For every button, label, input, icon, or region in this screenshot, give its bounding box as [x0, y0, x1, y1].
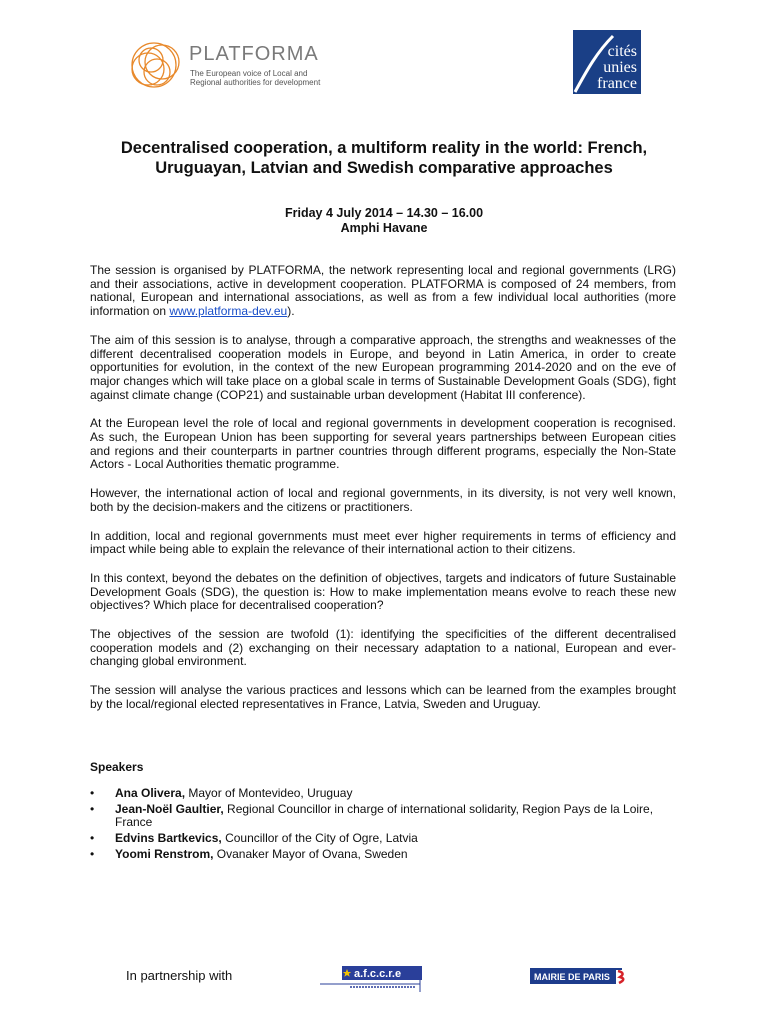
bullet-icon: • [90, 831, 95, 846]
speaker-role: Mayor of Montevideo, Uruguay [185, 786, 353, 800]
paragraph-organiser [90, 264, 676, 319]
speakers-list [90, 787, 680, 864]
speaker-name: Edvins Bartkevics, [115, 831, 222, 846]
speaker-item [90, 803, 680, 830]
afccre-logo [320, 964, 444, 994]
mairie-de-paris-graphic [530, 967, 630, 985]
bullet-icon: • [90, 786, 95, 800]
afccre-wordmark: a.f.c.c.r.e [354, 968, 402, 980]
platforma-logo [124, 36, 324, 94]
paris-wordmark: MAIRIE DE PARIS [534, 972, 610, 982]
speaker-role: Councillor of the City of Ogre, Latvia [221, 831, 418, 846]
document-header [0, 0, 768, 110]
platforma-tagline-line2: Regional authorities for development [190, 78, 321, 87]
bullet-icon: • [90, 846, 95, 861]
paragraph-diversity: However, the international action of local and regional governments, in its diversity, is not very well known, both by the decision-makers and the citizens or practitioners. [90, 486, 676, 514]
session-date-time: Friday 4 July 2014 – 14.30 – 16.00 [284, 206, 484, 220]
speaker-item [90, 848, 680, 862]
platforma-tagline-line1: The European voice of Local and [190, 69, 308, 78]
mairie-de-paris-logo [530, 967, 630, 985]
cites-unies-france-logo [573, 30, 641, 94]
platforma-circles-icon [124, 36, 186, 94]
afccre-logo-graphic [320, 964, 444, 994]
partnership-label: In partnership with [126, 968, 233, 983]
cites-line1: cités [607, 43, 637, 60]
paragraph-requirements: In addition, local and regional governments must meet ever higher requirements in terms of efficiency and impact while being able to explain the relevance of their international action to their citizens. [90, 528, 676, 557]
speaker-name: Jean-Noël Gaultier, [115, 801, 224, 816]
speaker-name: Ana Olivera, [115, 786, 186, 800]
speaker-name: Yoomi Renstrom, [115, 846, 214, 861]
paragraph-objectives: The objectives of the session are twofold (1): identifying the specificities of the different decentralised cooperation models and (2) exchanging on their necessary adaptation to a national, European and ever-changing global environment. [90, 627, 676, 669]
document-body [90, 264, 676, 727]
platforma-tagline [190, 69, 340, 87]
paragraph-organiser-text: The session is organised by PLATFORMA, the network representing local and regional governments (LRG) and their associations, active in development cooperation. PLATFORMA is composed of 24 members, from national, European and international associations, as well as from a few individual local authorities (more information on [90, 263, 676, 319]
paragraph-organiser-tail: ). [287, 304, 295, 319]
session-info [80, 206, 688, 236]
platforma-website-link[interactable]: www.platforma-dev.eu [169, 304, 288, 319]
speaker-role: Regional Councillor in charge of international solidarity, Region Pays de la Loire, France [115, 801, 654, 830]
cites-line3: france [597, 75, 637, 92]
speaker-role: Ovanaker Mayor of Ovana, Sweden [213, 846, 408, 861]
speaker-item [90, 787, 680, 801]
bullet-icon: • [90, 801, 95, 816]
document-title: Decentralised cooperation, a multiform reality in the world: French, Uruguayan, Latvian and Swedish comparative approaches [120, 139, 648, 177]
cites-line2: unies [603, 59, 637, 76]
paragraph-analysis: The session will analyse the various practices and lessons which can be learned from the examples brought by the local/regional elected representatives in France, Latvia, Sweden and Uruguay. [90, 683, 676, 711]
speakers-heading: Speakers [90, 760, 144, 774]
paragraph-european-level: At the European level the role of local and regional governments in development cooperation is recognised. As such, the European Union has been supporting for several years partnerships between European cities and regions and their counterparts in partner countries through different programs, especially the Non-State Actors - Local Authorities thematic programme. [90, 416, 676, 472]
paragraph-aim: The aim of this session is to analyse, through a comparative approach, the strengths and weaknesses of the different decentralised cooperation models in Europe, and beyond in Latin America, in order to create opportunities for evolution, in the context of the new European programming 2014-2020 and on the eve of major changes which will take place on a global scale in terms of Sustainable Development Goals (SDG), fight against climate change (COP21) and sustainable urban development (Habitat III conference). [90, 332, 676, 402]
session-venue: Amphi Havane [340, 221, 428, 235]
speaker-item [90, 832, 680, 846]
paragraph-context: In this context, beyond the debates on the definition of objectives, targets and indicators of future Sustainable Development Goals (SDG), the question is: How to make implementation means evolve to reach these new objectives? Which place for decentralised cooperation? [90, 570, 676, 613]
platforma-wordmark: PLATFORMA [189, 43, 319, 65]
